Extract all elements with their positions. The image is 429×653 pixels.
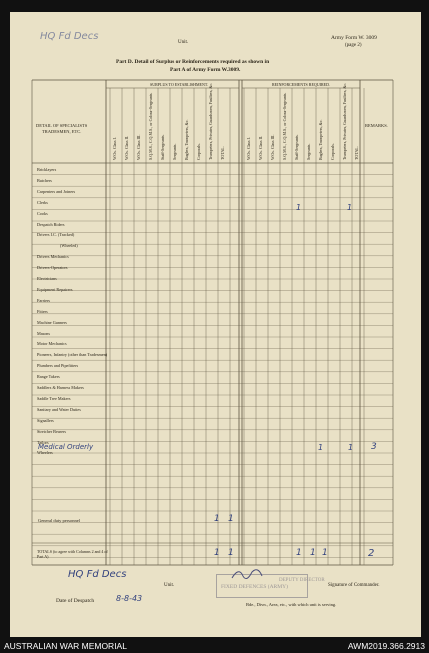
row-label: Masons bbox=[37, 330, 51, 336]
column-header: Sergeants. bbox=[306, 143, 311, 160]
surplus-header: SURPLUS TO ESTABLISHMENT. bbox=[150, 82, 209, 87]
row-label: Motor Mechanics bbox=[37, 341, 67, 347]
mark-medical-remark: 3 bbox=[371, 442, 377, 452]
row-label: Carpenters and Joiners bbox=[37, 188, 76, 194]
row-label: Cooks bbox=[37, 210, 48, 216]
row-label: Bricklayers bbox=[37, 167, 57, 172]
column-header: S.Q.M.S., C.Q.M.S., or Colour-Sergeants. bbox=[148, 92, 153, 160]
mark-cooks-reinf: 1 bbox=[296, 203, 302, 212]
mark-totals-a: 1 bbox=[214, 548, 220, 558]
column-header: W.Os. Class III. bbox=[136, 134, 141, 160]
unit-label-top: Unit. bbox=[178, 40, 189, 45]
mark-general-a: 1 bbox=[214, 514, 220, 524]
column-header: Sergeants. bbox=[172, 143, 177, 160]
remarks-header: REMARKS. bbox=[365, 123, 388, 128]
row-label: Wheelers bbox=[37, 450, 53, 456]
footer-left: AUSTRALIAN WAR MEMORIAL bbox=[4, 641, 127, 651]
column-header: TOTAL. bbox=[220, 146, 225, 160]
column-header: Trumpeters, Privates, Guardsmen, Fusiliers, &c. bbox=[208, 82, 213, 160]
column-header: TOTAL. bbox=[354, 146, 359, 160]
column-header: Staff-Sergeants. bbox=[294, 134, 299, 160]
row-label: Machine Gunners bbox=[37, 319, 67, 325]
row-label: Despatch Riders bbox=[37, 221, 65, 227]
reinforcements-header: REINFORCEMENTS REQUIRED. bbox=[272, 82, 331, 87]
row-label: Signallers bbox=[37, 417, 54, 423]
column-header: W.Os. Class II. bbox=[124, 135, 129, 160]
column-header: Staff-Sergeants. bbox=[160, 134, 165, 160]
general-duty-label: General duty personnel bbox=[38, 518, 80, 523]
stamp-line1: DEPUTY DIRECTOR bbox=[279, 578, 325, 583]
row-label: Drivers-Operators bbox=[37, 265, 68, 271]
row-label: Drivers Mechanics bbox=[37, 254, 69, 260]
part-title: Part D. Detail of Surplus or Reinforcements required as shown in bbox=[116, 59, 270, 65]
column-header: Buglers, Trumpeters, &c. bbox=[318, 119, 323, 160]
mark-medical-reinf: 1 bbox=[318, 443, 324, 452]
column-header: S.Q.M.S., C.Q.M.S., or Colour-Sergeants. bbox=[282, 92, 287, 160]
row-label: Range Takers bbox=[37, 374, 60, 380]
mark-general-b: 1 bbox=[228, 514, 234, 524]
date-label: Date of Despatch bbox=[56, 598, 95, 604]
signature-label: Signature of Commander. bbox=[328, 583, 380, 588]
mark-totals-r1: 1 bbox=[296, 548, 302, 558]
detail-header-1: DETAIL OF SPECIALISTS bbox=[36, 123, 88, 128]
column-header: Trumpeters, Privates, Guardsmen, Fusiliers, &c. bbox=[342, 82, 347, 160]
unit-label-bottom: Unit. bbox=[164, 583, 175, 588]
row-label: Sanitary and Water Duties bbox=[37, 406, 81, 412]
column-header: W.Os. Class I. bbox=[246, 137, 251, 160]
mark-totals-r3: 1 bbox=[322, 548, 328, 558]
bottom-note: Bde., Divn., Area, etc., with which unit is serving. bbox=[246, 602, 337, 607]
row-label: Drivers I.C. (Tracked) bbox=[37, 232, 75, 238]
detail-header-2: TRADESMEN, ETC. bbox=[42, 129, 82, 134]
row-label: Tailors bbox=[37, 439, 49, 445]
row-label: Fitters bbox=[37, 308, 48, 314]
row-label: Stretcher Bearers bbox=[37, 428, 66, 434]
mark-totals-b: 1 bbox=[228, 548, 234, 558]
unit-handwritten-top: HQ Fd Decs bbox=[40, 31, 99, 42]
column-header: W.Os. Class II. bbox=[258, 135, 263, 160]
footer-right: AWM2019.366.2913 bbox=[347, 641, 425, 651]
mark-totals-r2: 1 bbox=[310, 548, 316, 558]
row-label: (Wheeled) bbox=[60, 243, 78, 249]
column-header: Corporals. bbox=[330, 143, 335, 160]
mark-medical-total: 1 bbox=[348, 443, 354, 452]
date-value: 8-8-43 bbox=[116, 594, 143, 603]
row-label: Plumbers and Pipefitters bbox=[37, 363, 79, 369]
row-label: Farriers bbox=[37, 297, 51, 303]
row-label: Equipment Repairers bbox=[37, 286, 73, 292]
column-header: W.Os. Class I. bbox=[112, 137, 117, 160]
mark-totals-remark: 2 bbox=[368, 548, 375, 559]
column-header: W.Os. Class III. bbox=[270, 134, 275, 160]
page-number: (page 2) bbox=[345, 43, 362, 48]
medical-orderly-label: Medical Orderly bbox=[38, 443, 94, 451]
row-label: Butchers bbox=[37, 177, 52, 183]
archive-footer bbox=[0, 639, 429, 653]
mark-cooks-total: 1 bbox=[347, 203, 353, 212]
part-subtitle: Part A of Army Form W.3009. bbox=[170, 67, 241, 73]
form-id: Army Form W. 3009 bbox=[331, 35, 377, 41]
row-label: Saddlers & Harness Makers bbox=[37, 385, 84, 390]
row-label: Saddle Tree Makers bbox=[37, 395, 71, 401]
row-label: Electricians bbox=[37, 276, 57, 281]
column-header: Corporals. bbox=[196, 143, 201, 160]
unit-handwritten-bottom: HQ Fd Decs bbox=[68, 569, 127, 580]
stamp-line2: FIXED DEFENCES (ARMY) bbox=[221, 584, 288, 590]
totals-label: TOTALS (to agree with Columns 2 and 4 of Part A) bbox=[37, 549, 108, 559]
row-label: Pioneers, Infantry (other than Tradesmen) bbox=[37, 352, 108, 358]
row-label: Clerks bbox=[37, 199, 48, 205]
column-header: Buglers, Trumpeters, &c. bbox=[184, 119, 189, 160]
